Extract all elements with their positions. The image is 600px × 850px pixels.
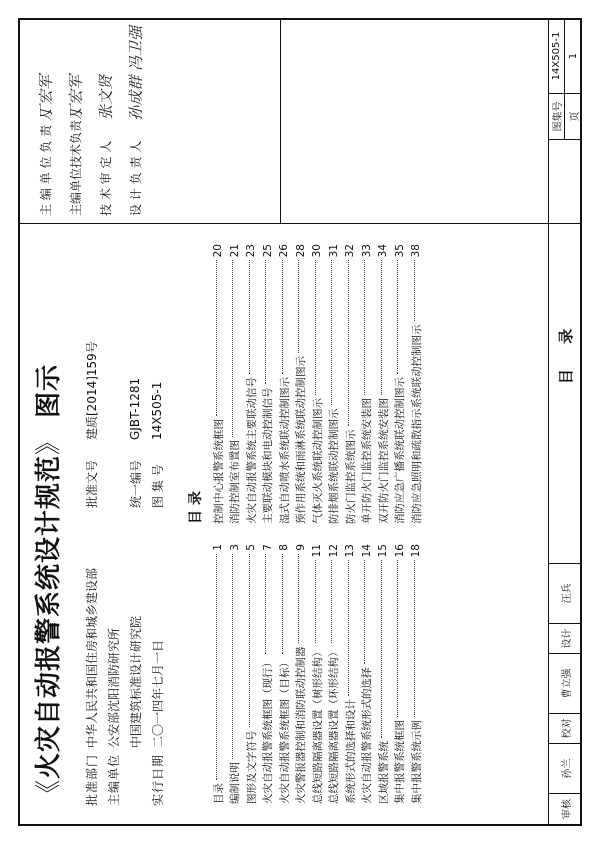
- title-main: 火灾自动报警系统设计规范: [34, 454, 64, 779]
- toc-item: [359, 544, 376, 804]
- toc-item: [326, 244, 343, 524]
- toc-item: [210, 244, 227, 524]
- toc-leader-dots: [315, 560, 316, 643]
- meta-value: 中华人民共和国住房和城乡建设部: [84, 567, 99, 748]
- toc-right-column: [210, 244, 425, 524]
- toc-item-page: 21: [228, 244, 241, 258]
- toc-leader-dots: [397, 260, 398, 374]
- person-role: 技 术 审 定 人: [98, 140, 113, 216]
- meta-key2: 统一编号: [128, 459, 143, 508]
- toc-leader-dots: [216, 260, 217, 416]
- toc-item: [293, 544, 310, 804]
- toc-item-page: 28: [294, 244, 307, 258]
- publication-meta: [80, 246, 168, 806]
- toc-item-title: 火灾自动报警系统形式的选择: [361, 667, 374, 804]
- toc-leader-dots: [249, 260, 250, 374]
- toc-item-page: 33: [360, 244, 373, 258]
- toc-item: [326, 544, 343, 804]
- meta-key2: 图 集 号: [150, 464, 165, 508]
- toc-leader-dots: [298, 260, 299, 353]
- signature: 丁宏军: [66, 74, 85, 120]
- toc-item-title: 主要联动模块和电动控制信号: [262, 387, 275, 524]
- toc-item: [260, 244, 277, 524]
- tb-shenhe-label: 审核: [561, 799, 573, 819]
- toc-item: [210, 544, 227, 804]
- meta-row: [102, 246, 124, 806]
- toc-item-title: 编制说明: [229, 762, 242, 804]
- toc-item-page: 31: [327, 244, 340, 258]
- tb-jiaodui-name: 曹立强: [549, 654, 580, 714]
- signature: 张文贤: [96, 74, 115, 120]
- toc-leader-dots: [414, 560, 415, 717]
- toc-item: [276, 544, 293, 804]
- person-role: 主编单位技术负责人: [68, 107, 83, 216]
- toc-item: [276, 244, 293, 524]
- meta-value: 公安部沈阳消防研究所: [106, 627, 121, 748]
- toc-leader-dots: [331, 560, 332, 643]
- toc-leader-dots: [331, 260, 332, 405]
- toc-item: [392, 544, 409, 804]
- tb-index-block: [549, 20, 580, 140]
- toc-item-title: 消防应急照明和疏散指示系统联动控制图示: [410, 324, 423, 524]
- rotated-viewport: [20, 20, 580, 824]
- page-title: [28, 364, 65, 806]
- toc-item-title: 总线短路隔离器设置（环形结构）: [328, 646, 341, 804]
- tb-drawing-title: 目 录: [549, 140, 580, 564]
- toc-leader-dots: [232, 260, 233, 437]
- toc-item-title: 集中报警系统示例: [410, 720, 423, 804]
- meta-key: 批准部门: [84, 753, 99, 806]
- person-role: 主 编 单 位 负 责 人: [38, 109, 53, 216]
- tb-shenhe-name: 孙兰: [549, 744, 580, 794]
- toc-item-page: 34: [377, 244, 390, 258]
- toc-item-page: 15: [377, 544, 390, 558]
- toc-item-title: 火灾警报器控制和消防联动控制器: [295, 646, 308, 804]
- toc-item-title: 总线短路隔离器设置（树形结构）: [311, 646, 324, 804]
- meta-row: [80, 246, 102, 806]
- toc-item: [375, 544, 392, 804]
- landscape-canvas: [20, 20, 580, 824]
- toc-item-title: 预作用系统和雨淋系统联动控制图示: [295, 356, 308, 524]
- toc-item: [309, 244, 326, 524]
- meta-value: 中国建筑标准设计研究院: [128, 615, 143, 748]
- toc-item-title: 双开防火门监控系统安装图: [377, 398, 390, 524]
- title-close-bracket: 》: [34, 427, 64, 455]
- toc-item-page: 35: [393, 244, 406, 258]
- toc-leader-dots: [381, 260, 382, 395]
- toc-item-title: 湿式自动喷水系统联动控制图示: [278, 377, 291, 524]
- tb-jiaodui-label: 校对: [549, 714, 580, 744]
- toc-leader-dots: [232, 554, 233, 759]
- drawing-frame: [18, 18, 582, 826]
- tb-sheji-label: 设计: [549, 624, 580, 654]
- toc-item-title: 集中报警系统框图: [394, 720, 407, 804]
- toc-leader-dots: [348, 260, 349, 426]
- toc-leader-dots: [282, 554, 283, 654]
- meta-key: 实行日期: [150, 753, 165, 806]
- toc-item-title: 气体灭火系统联动控制图示: [311, 398, 324, 524]
- toc-item-title: 目录: [212, 783, 225, 804]
- toc-leader-dots: [265, 260, 266, 384]
- toc-leader-dots: [397, 560, 398, 717]
- toc-item-page: 38: [410, 244, 423, 258]
- meta-key: 主编单位: [106, 753, 121, 806]
- toc-item-page: 32: [344, 244, 357, 258]
- toc-item-page: 11: [311, 544, 324, 558]
- title-block: [548, 20, 580, 824]
- horizontal-divider: [280, 20, 281, 224]
- responsible-persons: [30, 26, 150, 216]
- toc-item-page: 13: [344, 544, 357, 558]
- meta-row: [124, 246, 146, 806]
- toc-item: [227, 244, 244, 524]
- toc-item-page: 1: [212, 544, 225, 551]
- toc-item: [392, 244, 409, 524]
- signature: 丁宏军: [36, 74, 55, 120]
- toc-item-page: 26: [278, 244, 291, 258]
- person-row: [120, 26, 150, 216]
- toc-item-title: 图形及文字符号: [245, 730, 258, 804]
- toc-item: [359, 244, 376, 524]
- toc-leader-dots: [364, 260, 365, 395]
- toc-item-title: 区域报警系统: [377, 741, 390, 804]
- tb-ye-label: 页: [565, 93, 580, 139]
- toc-item-title: 火灾自动报警系统框图（目标）: [278, 657, 291, 804]
- person-role: 设 计 负 责 人: [128, 140, 143, 216]
- toc-item-page: 9: [294, 544, 307, 551]
- toc-item: [293, 244, 310, 524]
- vertical-divider: [20, 223, 580, 224]
- toc-item-page: 30: [311, 244, 324, 258]
- toc-leader-dots: [265, 554, 266, 654]
- toc-item: [227, 544, 244, 804]
- toc-left-column: [210, 544, 425, 804]
- toc-item-title: 系统形式的选择和设计: [344, 699, 357, 804]
- toc-item-page: 12: [327, 544, 340, 558]
- toc-item: [342, 544, 359, 804]
- toc-item-title: 防火门监控系统图示: [344, 429, 357, 524]
- toc-item-page: 23: [245, 244, 258, 258]
- toc-leader-dots: [348, 560, 349, 696]
- title-open-bracket: 《: [34, 778, 64, 806]
- toc-item: [375, 244, 392, 524]
- toc-item-page: 25: [261, 244, 274, 258]
- meta-value2: GJBT-1281: [128, 377, 142, 440]
- toc-item-page: 5: [245, 544, 258, 551]
- toc-leader-dots: [249, 554, 250, 728]
- meta-value2: 建质[2014]159号: [84, 341, 99, 440]
- tb-tujihao-label: 图集号: [549, 93, 565, 139]
- tb-ye: 1: [567, 52, 579, 60]
- toc-leader-dots: [414, 260, 415, 321]
- toc-item: [408, 544, 425, 804]
- toc-item-page: 8: [278, 544, 291, 551]
- meta-value: 二〇一四年七月一日: [150, 639, 165, 748]
- toc-item-title: 消防控制室布置图: [229, 440, 242, 524]
- toc-item: [342, 244, 359, 524]
- person-row: [90, 26, 120, 216]
- signature: 孙成群 冯卫强: [126, 26, 145, 121]
- toc-item: [309, 544, 326, 804]
- tb-sheji-name: 汪兵: [549, 564, 580, 624]
- toc-item-page: 3: [228, 544, 241, 551]
- person-row: [30, 26, 60, 216]
- toc-item-title: 火灾自动报警系统框图（现行）: [262, 657, 275, 804]
- toc-item-page: 14: [360, 544, 373, 558]
- toc-item-page: 7: [261, 544, 274, 551]
- toc-item-title: 消防应急广播系统联动控制图示: [394, 377, 407, 524]
- tb-tujihao: 14X505-1: [549, 20, 565, 93]
- toc-leader-dots: [216, 554, 217, 780]
- toc-item: [260, 544, 277, 804]
- toc-item-page: 20: [212, 244, 225, 258]
- toc-item-page: 16: [393, 544, 406, 558]
- title-suffix: 图示: [34, 363, 64, 418]
- toc-leader-dots: [315, 260, 316, 395]
- toc-leader-dots: [298, 554, 299, 644]
- meta-value2: 14X505-1: [150, 381, 164, 440]
- toc-item: [243, 244, 260, 524]
- toc-heading: 目 录: [188, 491, 204, 524]
- meta-row: [146, 246, 168, 806]
- toc-leader-dots: [282, 260, 283, 374]
- toc-item-title: 火灾自动报警系统主要联动信号: [245, 377, 258, 524]
- toc-item-title: 控制中心报警系统框图: [212, 419, 225, 524]
- person-row: [60, 26, 90, 216]
- toc-leader-dots: [381, 560, 382, 738]
- toc-item-page: 18: [410, 544, 423, 558]
- toc-leader-dots: [364, 560, 365, 664]
- toc-item-title: 防排烟系统联动控制图示: [328, 408, 341, 524]
- toc-item-title: 单开防火门监控系统安装图: [361, 398, 374, 524]
- toc-item: [243, 544, 260, 804]
- meta-key2: 批准文号: [84, 459, 99, 508]
- toc-item: [408, 244, 425, 524]
